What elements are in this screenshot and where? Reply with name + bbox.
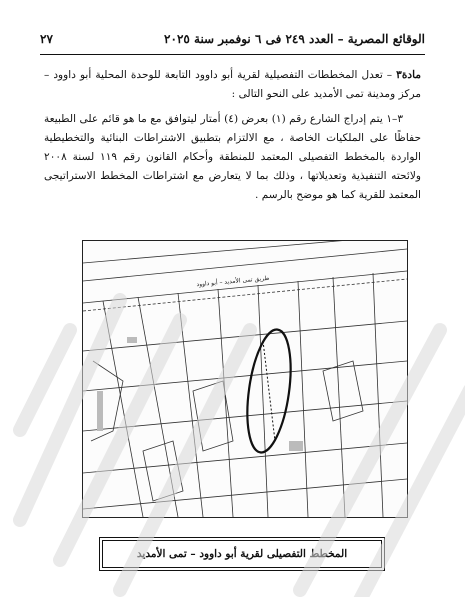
map-canal-edge	[83, 241, 407, 263]
map-hatched-block	[127, 337, 137, 343]
detailed-plan-map	[82, 240, 408, 518]
article-clause-3-1: ٣–١ يتم إدراج الشارع رقم (١) بعرض (٤) أمتار ليتوافق مع ما هو قائم على الطبيعة حفاظًا على الملكيات الخاصة ، مع الالتزام بتطبيق الاشتراطات البنائية والتخطيطية الواردة بالمخطط التفصيلى المعتمد للمنطقة وأحكام القانون رقم ١١٩ لسنة ٢٠٠٨ ولائحته التنفيذية وتعديلاتها ، وذلك بما لا يتعارض مع اشتراطات المخطط الاستراتيجى المعتمد للقرية كما هو موضح بالرسم .	[44, 113, 421, 201]
map-highlighted-street-1	[241, 327, 298, 455]
page-number: ٢٧	[40, 32, 53, 46]
article-label: مادة٣	[396, 69, 421, 81]
page-header	[40, 28, 425, 50]
article-lead-paragraph	[44, 66, 421, 104]
article-3	[44, 66, 421, 205]
map-caption	[102, 540, 382, 568]
header-rule	[40, 54, 425, 55]
header-title: الوقائع المصرية – العدد ٢٤٩ فى ٦ نوفمبر سنة ٢٠٢٥	[164, 32, 425, 46]
map-road-label: طريق تمى الأمديد – أبو داوود	[196, 274, 270, 289]
map-hatched-block	[289, 441, 303, 451]
article-lead-text: – تعدل المخططات التفصيلية لقرية أبو داوود التابعة للوحدة المحلية أبو داوود – مركز ومدينة تمى الأمديد على النحو التالى :	[44, 69, 421, 100]
map-caption-text: المخطط التفصيلى لقرية أبو داوود – تمى الأمديد	[136, 548, 348, 560]
map-hatched-block	[97, 391, 103, 431]
map-drawing	[83, 241, 407, 517]
